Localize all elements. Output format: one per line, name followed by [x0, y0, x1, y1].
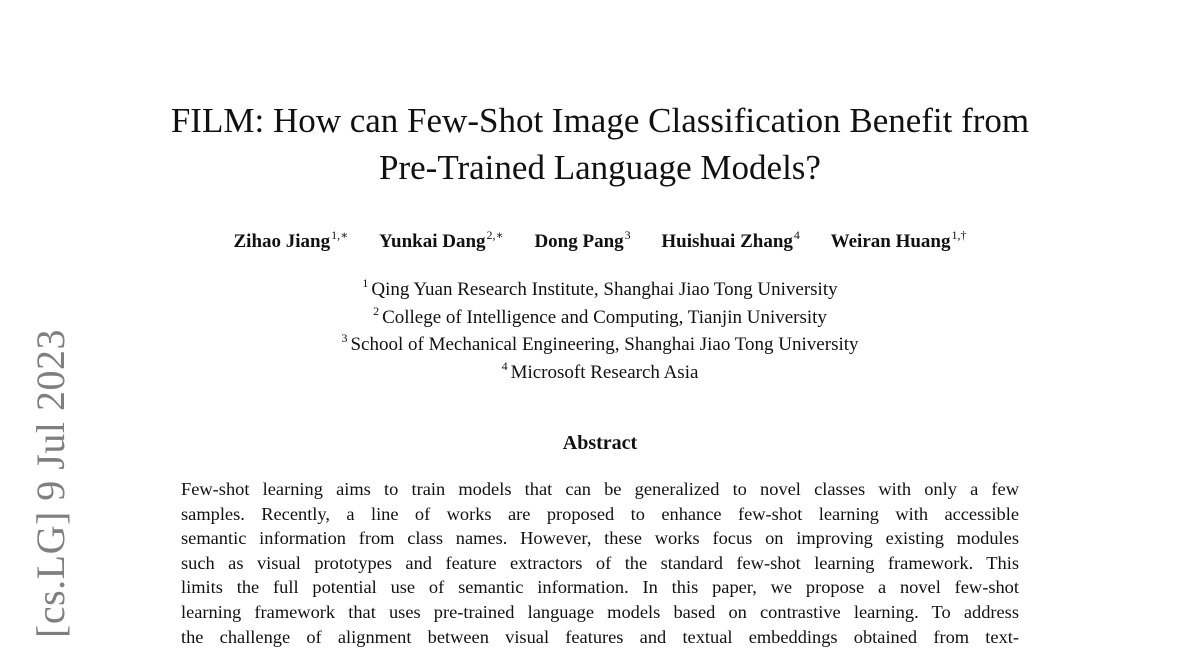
author-1 [233, 228, 349, 252]
abstract-line: learning framework that uses pre-trained language models based on contrastive learning. To address [181, 601, 1019, 622]
author-5 [830, 228, 967, 252]
author-marks: 2,∗ [486, 228, 504, 242]
title-line-2: Pre-Trained Language Models? [379, 148, 821, 187]
author-marks: 3 [624, 228, 631, 242]
author-name: Yunkai Dang [379, 231, 486, 252]
abstract-line: Few-shot learning aims to train models that can be generalized to novel classes with only a few [181, 479, 1019, 499]
abstract-line: samples. Recently, a line of works are proposed to enhance few-shot learning with accessible [181, 503, 1019, 524]
author-name: Zihao Jiang [233, 231, 331, 252]
abstract-line: such as visual prototypes and feature extractors of the standard few-shot learning framework. This [181, 552, 1019, 573]
abstract-line: semantic information from class names. However, these works focus on improving existing modules [181, 528, 1019, 549]
abstract-heading: Abstract [562, 432, 638, 454]
affiliation-list [0, 276, 1200, 387]
abstract-line: the challenge of alignment between visual features and textual embeddings obtained from text- [181, 626, 1019, 647]
author-marks: 4 [793, 228, 800, 242]
affiliation-text: College of Intelligence and Computing, Tianjin University [382, 306, 827, 328]
affiliation-text: School of Mechanical Engineering, Shanghai Jiao Tong University [350, 334, 859, 356]
affiliation-number: 4 [501, 359, 508, 374]
affiliation-3 [0, 331, 1200, 359]
affiliation-number: 2 [373, 303, 380, 318]
author-list [0, 229, 1200, 255]
author-2 [379, 228, 504, 252]
affiliation-text: Qing Yuan Research Institute, Shanghai Jiao Tong University [371, 279, 838, 300]
author-marks: 1,∗ [331, 228, 349, 242]
affiliation-text: Microsoft Research Asia [510, 362, 699, 384]
author-name: Dong Pang [534, 231, 624, 252]
title-line-1: FILM: How can Few-Shot Image Classification Benefit from [170, 101, 1030, 140]
affiliation-1 [0, 276, 1200, 304]
paper-title [0, 97, 1200, 191]
affiliation-2 [0, 304, 1200, 332]
affiliation-4 [0, 359, 1200, 387]
affiliation-number: 1 [362, 276, 369, 290]
author-marks: 1,† [951, 228, 967, 242]
author-3 [534, 228, 631, 252]
author-name: Huishuai Zhang [661, 231, 793, 252]
affiliation-number: 3 [341, 331, 348, 346]
author-name: Weiran Huang [830, 231, 951, 252]
abstract-body [181, 477, 1019, 649]
arxiv-stamp-text: [cs.LG] 9 Jul 2023 [27, 328, 73, 638]
author-4 [661, 228, 800, 252]
abstract-line: limits the full potential use of semantic information. In this paper, we propose a novel few-shot [181, 577, 1019, 598]
